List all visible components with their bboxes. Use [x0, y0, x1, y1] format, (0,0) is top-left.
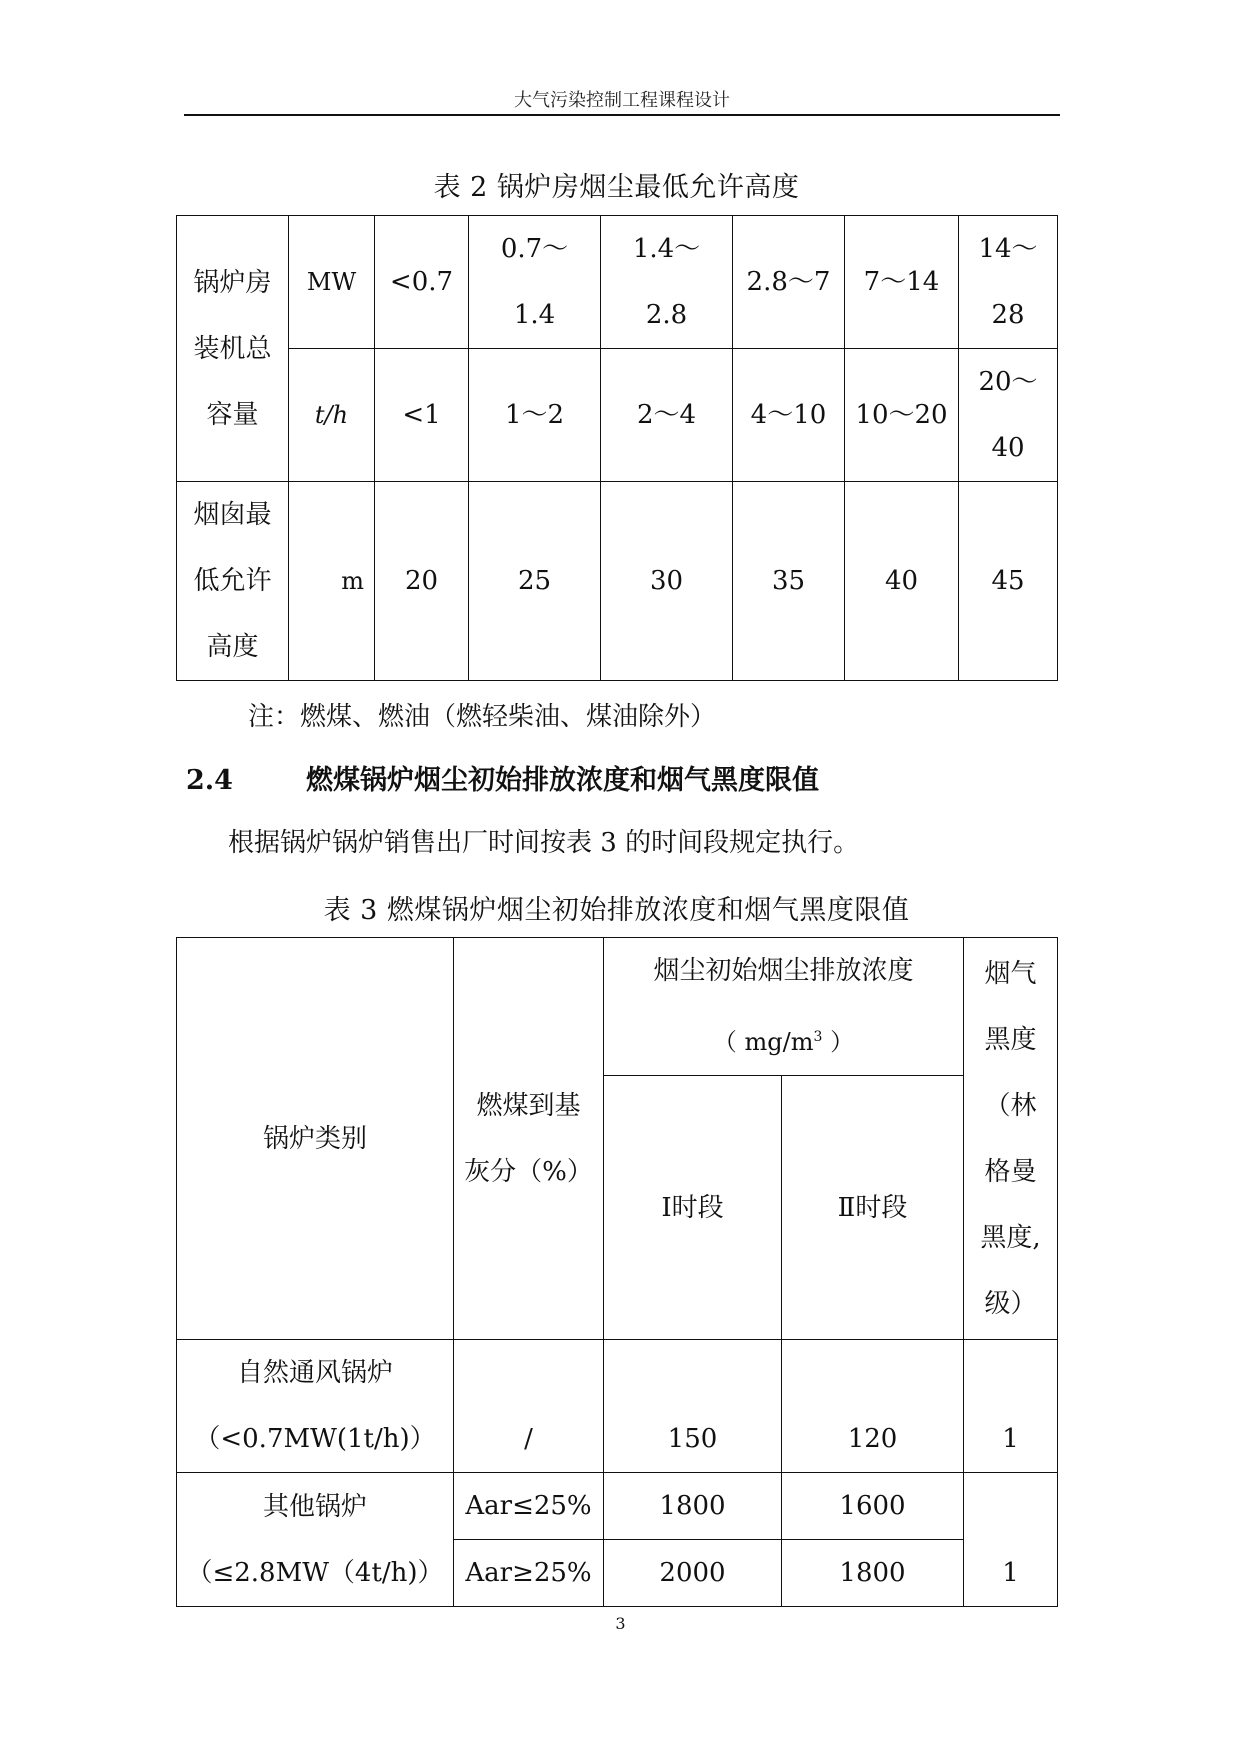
th-cell: 20～ 40 — [959, 349, 1058, 482]
table-chimney-height — [176, 215, 1058, 681]
table-emission-limits — [176, 937, 1058, 1607]
table3-caption: 表 3 燃煤锅炉烟尘初始排放浓度和烟气黑度限值 — [323, 895, 910, 926]
ash-cell: Aar≥25% — [454, 1540, 604, 1607]
col-ash-content: 燃煤到基 灰分（%） — [454, 938, 604, 1340]
col-period-1: Ⅰ时段 — [604, 1076, 782, 1340]
period1-cell: 150 — [604, 1340, 782, 1473]
capacity-row-header: 锅炉房 装机总 容量 — [177, 216, 289, 482]
table-note: 注：燃煤、燃油（燃轻柴油、煤油除外） — [248, 702, 717, 732]
col-period-2: Ⅱ时段 — [782, 1076, 964, 1340]
ash-cell: / — [454, 1340, 604, 1473]
height-cell: 45 — [959, 482, 1058, 681]
section-heading — [186, 758, 819, 797]
ash-cell: Aar≤25% — [454, 1473, 604, 1540]
col-boiler-type: 锅炉类别 — [177, 938, 454, 1340]
unit-th: t/h — [289, 349, 375, 482]
th-cell: 2～4 — [601, 349, 733, 482]
period2-cell: 1800 — [782, 1540, 964, 1607]
height-cell: 25 — [469, 482, 601, 681]
th-cell: 1～2 — [469, 349, 601, 482]
unit-m: m — [289, 482, 375, 681]
period2-cell: 120 — [782, 1340, 964, 1473]
height-cell: 20 — [375, 482, 469, 681]
boiler-type-cell: 自然通风锅炉 （<0.7MW(1t/h)） — [177, 1340, 454, 1473]
header-rule — [184, 114, 1060, 116]
mw-cell: 2.8～7 — [733, 216, 845, 349]
height-cell: 30 — [601, 482, 733, 681]
blackness-cell: 1 — [964, 1473, 1058, 1607]
page-number: 3 — [615, 1614, 626, 1633]
mw-cell: 14～ 28 — [959, 216, 1058, 349]
col-concentration: 烟尘初始烟尘排放浓度 （ $mg/m^3$ ） — [604, 938, 964, 1076]
unit-mw: MW — [289, 216, 375, 349]
height-cell: 40 — [845, 482, 959, 681]
period1-cell: 2000 — [604, 1540, 782, 1607]
height-cell: 35 — [733, 482, 845, 681]
running-header: 大气污染控制工程课程设计 — [514, 90, 730, 111]
period1-cell: 1800 — [604, 1473, 782, 1540]
th-cell: 10～20 — [845, 349, 959, 482]
boiler-type-cell: 其他锅炉 （≤2.8MW（4t/h)） — [177, 1473, 454, 1607]
section-title: 燃煤锅炉烟尘初始排放浓度和烟气黑度限值 — [306, 765, 819, 796]
section-number: 2.4 — [186, 765, 233, 796]
body-paragraph: 根据锅炉锅炉销售出厂时间按表 3 的时间段规定执行。 — [228, 828, 860, 858]
col-blackness: 烟气 黑度 （林 格曼 黑度, 级） — [964, 938, 1058, 1340]
mw-cell: <0.7 — [375, 216, 469, 349]
blackness-cell: 1 — [964, 1340, 1058, 1473]
mw-cell: 1.4～ 2.8 — [601, 216, 733, 349]
height-row-header: 烟囱最 低允许 高度 — [177, 482, 289, 681]
table2-caption: 表 2 锅炉房烟尘最低允许高度 — [433, 172, 800, 203]
period2-cell: 1600 — [782, 1473, 964, 1540]
th-cell: 4～10 — [733, 349, 845, 482]
mw-cell: 0.7～ 1.4 — [469, 216, 601, 349]
mw-cell: 7～14 — [845, 216, 959, 349]
th-cell: <1 — [375, 349, 469, 482]
